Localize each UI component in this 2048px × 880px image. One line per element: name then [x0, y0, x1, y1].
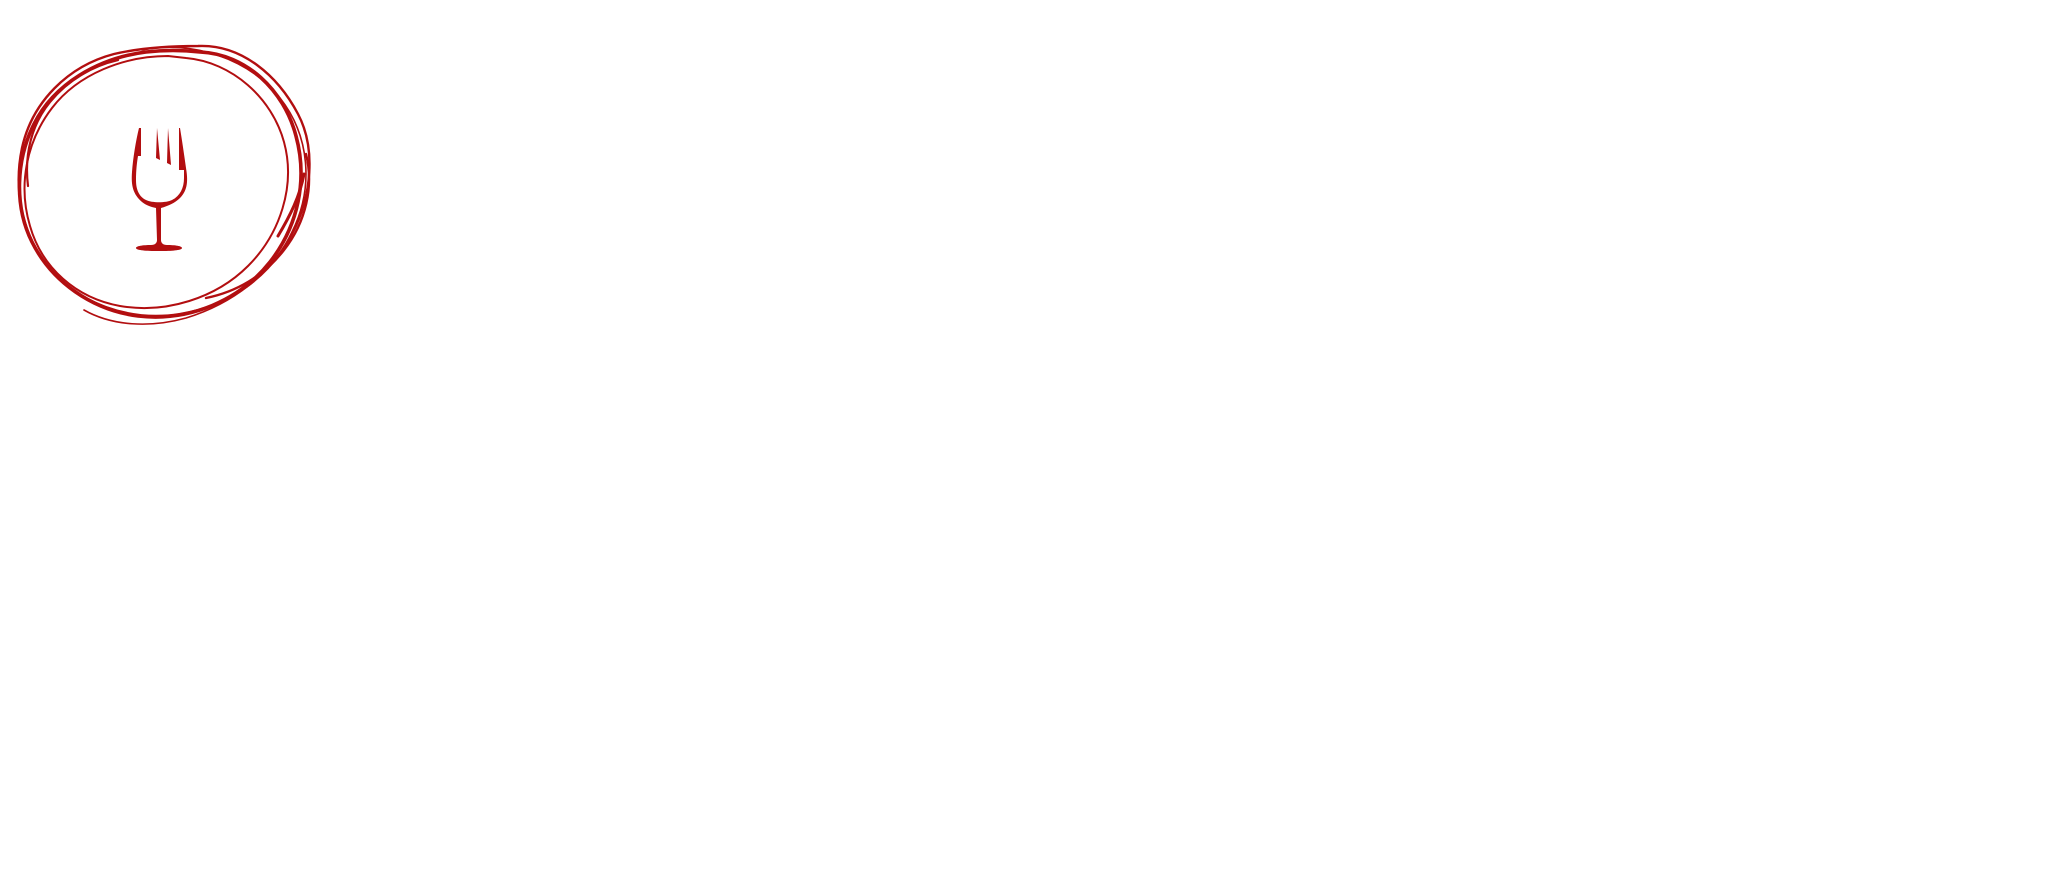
- logo-link[interactable]: [10, 36, 320, 342]
- fork-wine-glass-icon: [132, 128, 187, 251]
- logo-icon: [10, 36, 320, 342]
